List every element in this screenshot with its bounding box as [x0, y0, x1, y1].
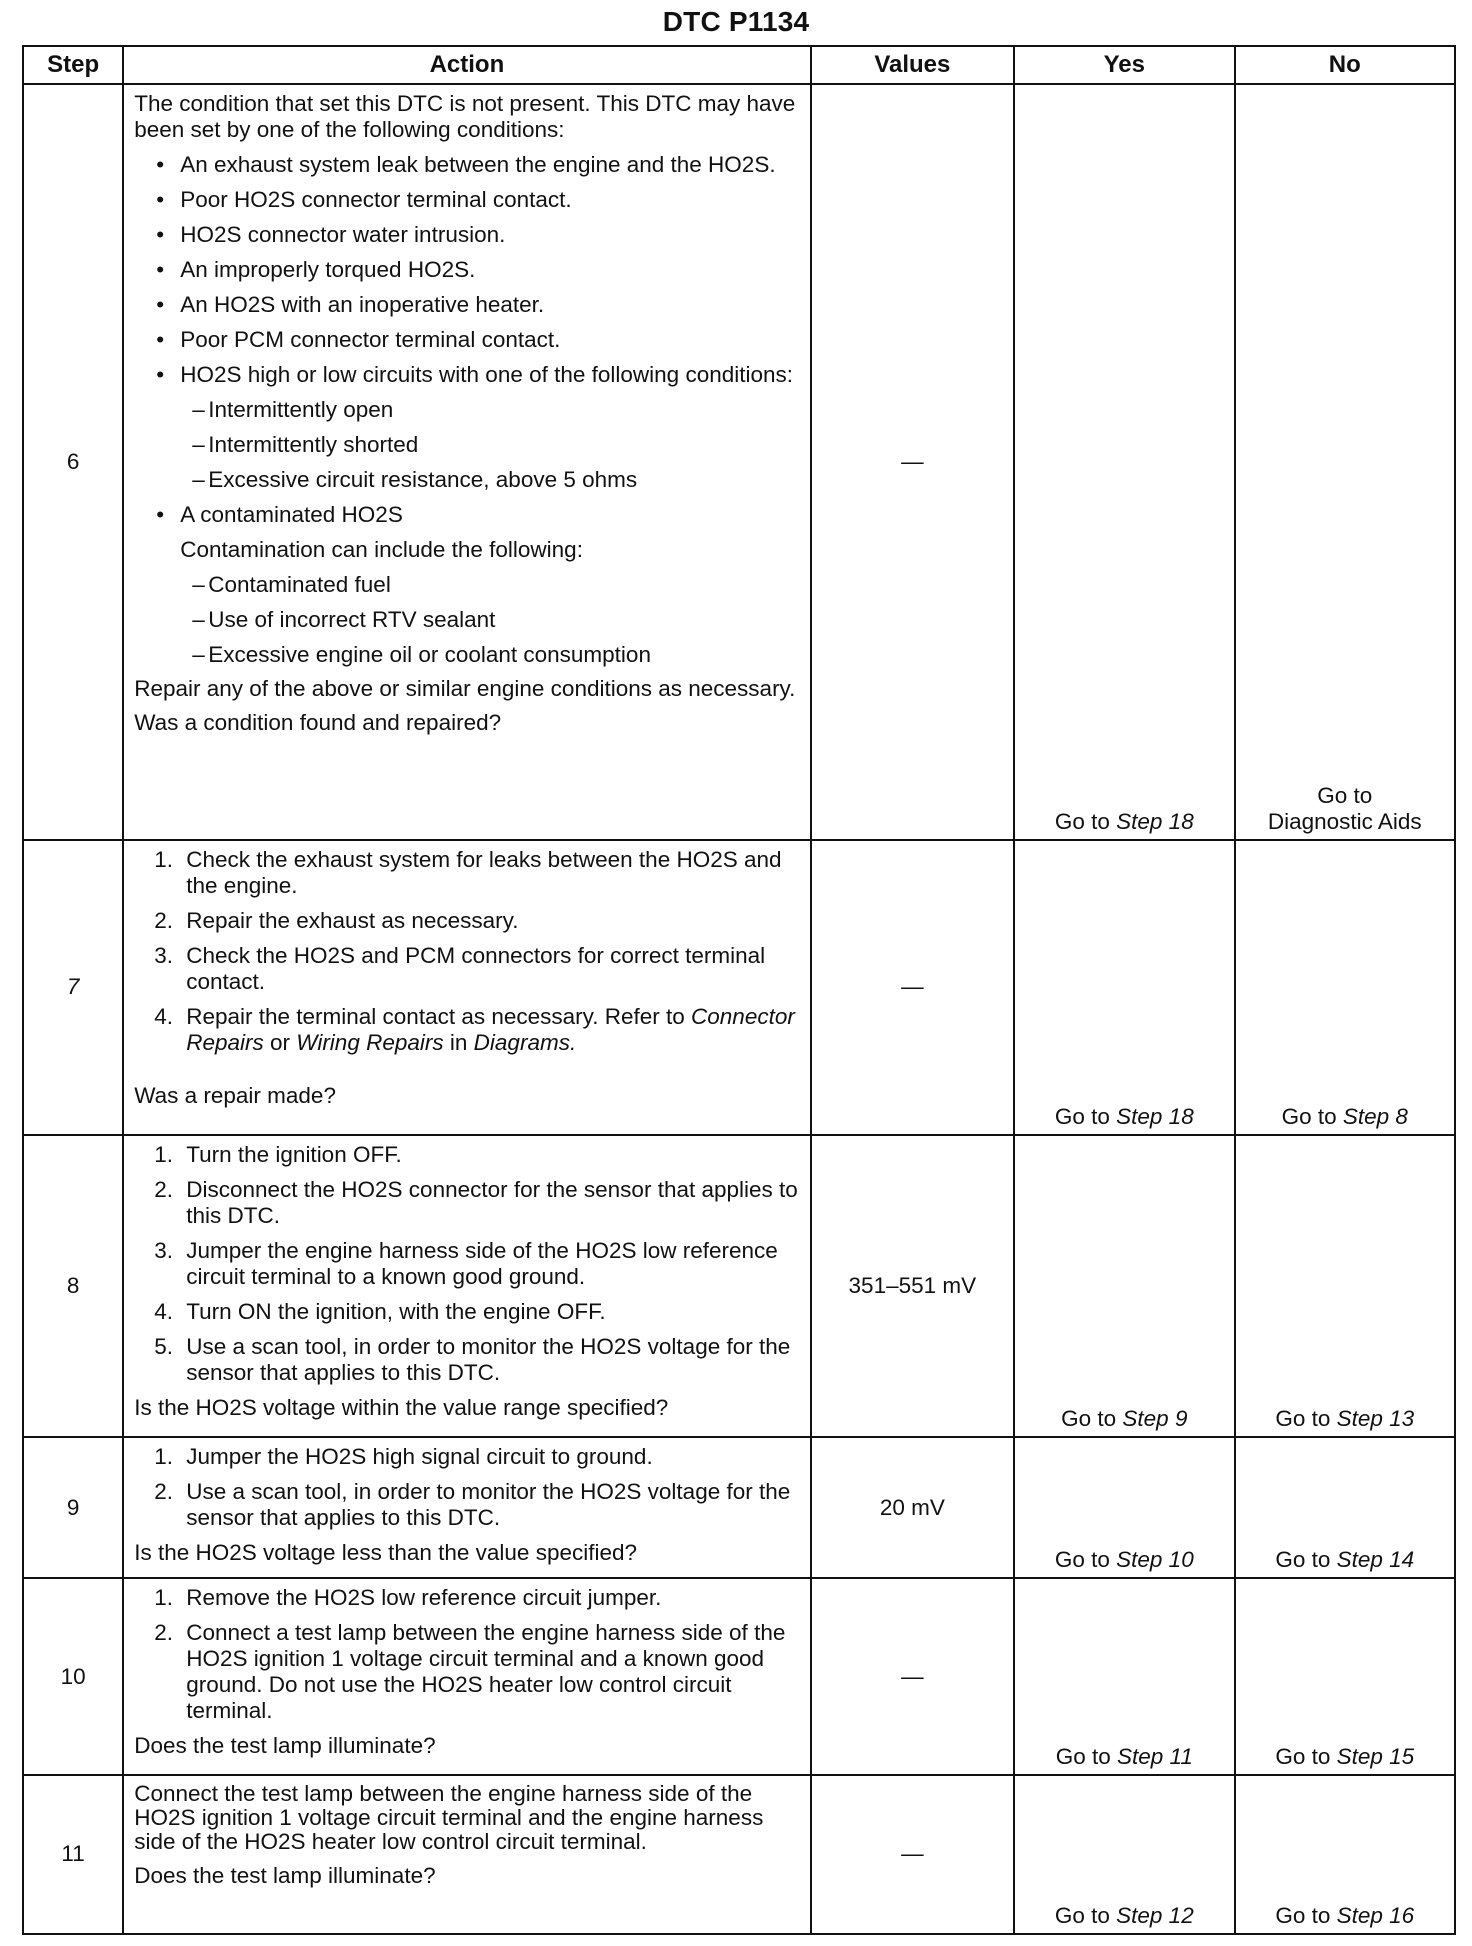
- list-item: • Poor PCM connector terminal contact.: [156, 327, 561, 352]
- step-number: 8: [23, 1135, 123, 1437]
- list-item: • HO2S high or low circuits with one of the following conditions:: [156, 362, 794, 387]
- goto-link[interactable]: Step 9: [1122, 1406, 1188, 1432]
- step-row-6: [23, 84, 1455, 840]
- yes-cell: Go to Step 18: [1014, 840, 1234, 1135]
- goto-link[interactable]: Step 11: [1116, 1743, 1193, 1769]
- goto-link[interactable]: Step 10: [1116, 1547, 1194, 1573]
- step-number: 10: [23, 1578, 123, 1774]
- list-item: • An exhaust system leak between the engine and the HO2S.: [156, 152, 776, 177]
- step-value: —: [811, 1775, 1014, 1934]
- step-number: 11: [23, 1775, 123, 1934]
- action-question: Is the HO2S voltage less than the value specified?: [134, 1540, 638, 1566]
- action-question: Does the test lamp illuminate?: [134, 1862, 436, 1888]
- list-item: 3. Check the HO2S and PCM connectors for correct terminal contact.: [154, 942, 766, 994]
- page-title: DTC P1134: [662, 6, 810, 37]
- step-action: [123, 1135, 810, 1437]
- step-number: 6: [23, 84, 123, 840]
- no-cell: Go to Diagnostic Aids: [1235, 84, 1455, 840]
- action-question: Is the HO2S voltage within the value range specified?: [134, 1394, 669, 1420]
- action-intro: The condition that set this DTC is not present. This DTC may have been set by one of the following conditions:: [134, 91, 796, 142]
- list-item: • An improperly torqued HO2S.: [156, 257, 476, 282]
- action-text: Connect the test lamp between the engine harness side of the HO2S ignition 1 voltage circuit terminal and the engine harness side of the HO2S heater low control circuit terminal.: [134, 1780, 764, 1854]
- goto-link[interactable]: Step 18: [1116, 808, 1194, 834]
- action-question: Was a repair made?: [134, 1082, 336, 1108]
- sub-list-item: – Use of incorrect RTV sealant: [192, 607, 496, 632]
- yes-cell: Go to Step 11: [1014, 1578, 1234, 1774]
- action-question: Does the test lamp illuminate?: [134, 1733, 436, 1759]
- sub-list-item: – Contaminated fuel: [192, 572, 391, 597]
- list-item: 1. Jumper the HO2S high signal circuit to ground.: [154, 1444, 653, 1470]
- goto-link[interactable]: Step 12: [1116, 1903, 1194, 1928]
- goto-link[interactable]: Step 8: [1342, 1103, 1408, 1129]
- step-row-7: [23, 840, 1455, 1135]
- step-action: [123, 840, 810, 1135]
- step-action: [123, 1775, 810, 1934]
- step-row-9: [23, 1437, 1455, 1578]
- no-cell: Go to Step 15: [1235, 1578, 1455, 1774]
- step-value: 351–551 mV: [811, 1135, 1014, 1437]
- list-item: 4. Repair the terminal contact as necessary. Refer to Connector Repairs or Wiring Repairs in Diagrams.: [154, 1003, 795, 1055]
- header-no: No: [1235, 46, 1455, 84]
- header-row: [23, 46, 1455, 84]
- goto-link[interactable]: Step 14: [1336, 1547, 1415, 1573]
- step-value: 20 mV: [811, 1437, 1014, 1578]
- list-item: • A contaminated HO2S: [156, 502, 403, 527]
- list-item: 1. Turn the ignition OFF.: [154, 1141, 402, 1167]
- list-item: 5. Use a scan tool, in order to monitor the HO2S voltage for the sensor that applies to this DTC.: [154, 1333, 791, 1385]
- header-step: Step: [23, 46, 123, 84]
- step-value: —: [811, 1578, 1014, 1774]
- header-action: Action: [123, 46, 810, 84]
- step-value: —: [811, 84, 1014, 840]
- yes-cell: Go to Step 10: [1014, 1437, 1234, 1578]
- step-action: [123, 84, 810, 840]
- sub-list-item: – Intermittently shorted: [192, 432, 419, 457]
- header-values: Values: [811, 46, 1014, 84]
- action-repair: Repair any of the above or similar engine conditions as necessary.: [134, 676, 796, 701]
- list-item: 3. Jumper the engine harness side of the HO2S low reference circuit terminal to a known good ground.: [154, 1237, 778, 1289]
- header-yes: Yes: [1014, 46, 1234, 84]
- goto-link[interactable]: Step 13: [1336, 1406, 1415, 1432]
- step-number: 9: [23, 1437, 123, 1578]
- no-cell: Go to Step 16: [1235, 1775, 1455, 1934]
- yes-cell: Go to Step 9: [1014, 1135, 1234, 1437]
- list-item: 4. Turn ON the ignition, with the engine OFF.: [154, 1298, 606, 1324]
- goto-link[interactable]: Step 16: [1336, 1903, 1415, 1928]
- list-item: • HO2S connector water intrusion.: [156, 222, 506, 247]
- dtc-table: [22, 45, 1456, 1935]
- list-item: 2. Connect a test lamp between the engine harness side of the HO2S ignition 1 voltage circuit terminal and a known good ground. Do not use the HO2S heater low control circuit terminal.: [154, 1620, 786, 1724]
- goto-link[interactable]: Step 15: [1336, 1743, 1415, 1769]
- step-row-10: [23, 1578, 1455, 1774]
- step-action: [123, 1578, 810, 1774]
- list-item: • Poor HO2S connector terminal contact.: [156, 187, 572, 212]
- yes-cell: Go to Step 12: [1014, 1775, 1234, 1934]
- goto-link[interactable]: Step 18: [1116, 1103, 1194, 1129]
- sub-list-item: – Excessive circuit resistance, above 5 ohms: [192, 467, 638, 492]
- step-number: 7: [23, 840, 123, 1135]
- list-item: 1. Check the exhaust system for leaks between the HO2S and the engine.: [154, 846, 782, 898]
- list-item: 2. Use a scan tool, in order to monitor the HO2S voltage for the sensor that applies to this DTC.: [154, 1479, 791, 1531]
- list-item: 2. Disconnect the HO2S connector for the sensor that applies to this DTC.: [154, 1176, 798, 1228]
- no-cell: Go to Step 13: [1235, 1135, 1455, 1437]
- no-cell: Go to Step 8: [1235, 840, 1455, 1135]
- step-row-11: [23, 1775, 1455, 1934]
- step-value: —: [811, 840, 1014, 1135]
- sub-list-item: – Excessive engine oil or coolant consumption: [192, 642, 651, 667]
- list-item: • An HO2S with an inoperative heater.: [156, 292, 545, 317]
- goto-link[interactable]: Diagnostic Aids: [1267, 808, 1422, 834]
- list-item: 1. Remove the HO2S low reference circuit jumper.: [154, 1585, 662, 1611]
- list-item: 2. Repair the exhaust as necessary.: [154, 907, 519, 933]
- step-action: [123, 1437, 810, 1578]
- action-question: Was a condition found and repaired?: [134, 710, 502, 735]
- step-row-8: [23, 1135, 1455, 1437]
- contamination-intro: Contamination can include the following:: [180, 537, 583, 562]
- sub-list-item: – Intermittently open: [192, 397, 394, 422]
- yes-cell: Go to Step 18: [1014, 84, 1234, 840]
- no-cell: Go to Step 14: [1235, 1437, 1455, 1578]
